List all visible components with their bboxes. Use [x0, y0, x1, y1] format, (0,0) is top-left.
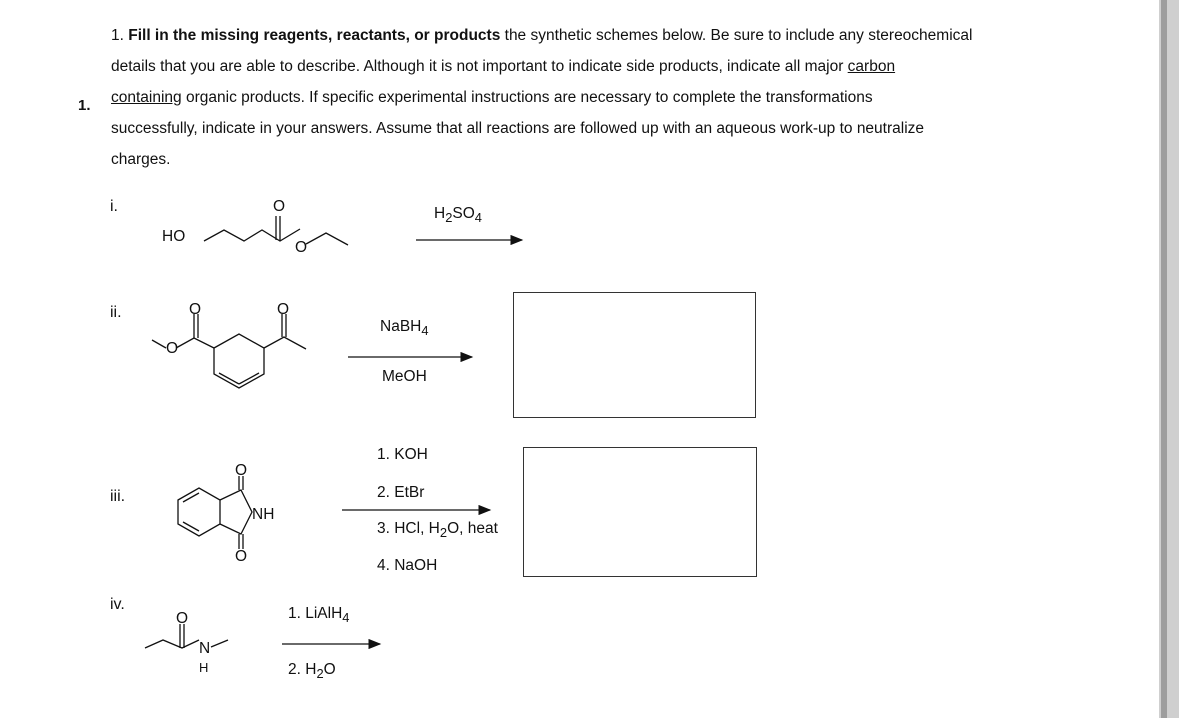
instr-underline-carbon: carbon [847, 58, 896, 75]
reagent-h2so4: $H_2SO_4$ [434, 205, 482, 226]
instr-bold: Fill in the missing reagents, reactants, or products [128, 27, 501, 44]
atom-o-ii-2: O [166, 340, 179, 357]
instr-underline-containing: containing [111, 89, 182, 106]
question-number: 1. [78, 97, 91, 114]
atom-nh-iii: NH [252, 506, 275, 523]
atom-n-iv: N [199, 640, 211, 657]
step-3: 3. HCl, $H_2O$, heat [377, 520, 498, 541]
atom-o-carbonyl-i: O [273, 198, 286, 215]
mol-ii [152, 340, 166, 348]
reaction-label-i: i. [110, 198, 118, 215]
reaction-label-ii: ii. [110, 304, 122, 321]
atom-o-iv: O [176, 610, 189, 627]
instr-line4: successfully, indicate in your answers. Assume that all reactions are followed up with an aqueous work-up to neutralize [111, 120, 925, 137]
reaction-label-iv: iv. [110, 596, 125, 613]
atom-o-ester-i: O [295, 239, 308, 256]
atom-ho: HO [162, 228, 186, 245]
mol-iv [145, 640, 199, 648]
step-1: 1. KOH [377, 446, 428, 463]
step-4: 4. NaOH [377, 557, 438, 574]
answer-box-ii[interactable] [513, 292, 756, 418]
atom-o-iii-2: O [235, 548, 248, 565]
reagent-meoh: MeOH [382, 368, 427, 385]
atom-o-ii-3: O [277, 301, 290, 318]
reagent-nabh4: NaBH$_4$ [380, 318, 429, 339]
instr-lead: 1. [111, 27, 129, 44]
instr-line1: the synthetic schemes below. Be sure to include any stereochemical [500, 27, 973, 44]
instr-line5: charges. [111, 151, 171, 168]
reagent-lialh4: 1. LiAlH$_4$ [288, 605, 350, 626]
instr-line2: details that you are able to describe. Although it is not important to indicate side products, indicate all major [111, 58, 848, 75]
instr-line3: organic products. If specific experimental instructions are necessary to complete the transformations [181, 89, 873, 106]
reagent-h2o: 2. $H_2O$ [288, 661, 336, 682]
mol-i-chain [204, 229, 300, 241]
mol-iii [178, 488, 220, 536]
answer-box-iii[interactable] [523, 447, 757, 577]
atom-o-ii-1: O [189, 301, 202, 318]
step-2: 2. EtBr [377, 484, 425, 501]
atom-o-iii-1: O [235, 462, 248, 479]
atom-h-iv: H [199, 660, 209, 675]
reaction-label-iii: iii. [110, 488, 126, 505]
